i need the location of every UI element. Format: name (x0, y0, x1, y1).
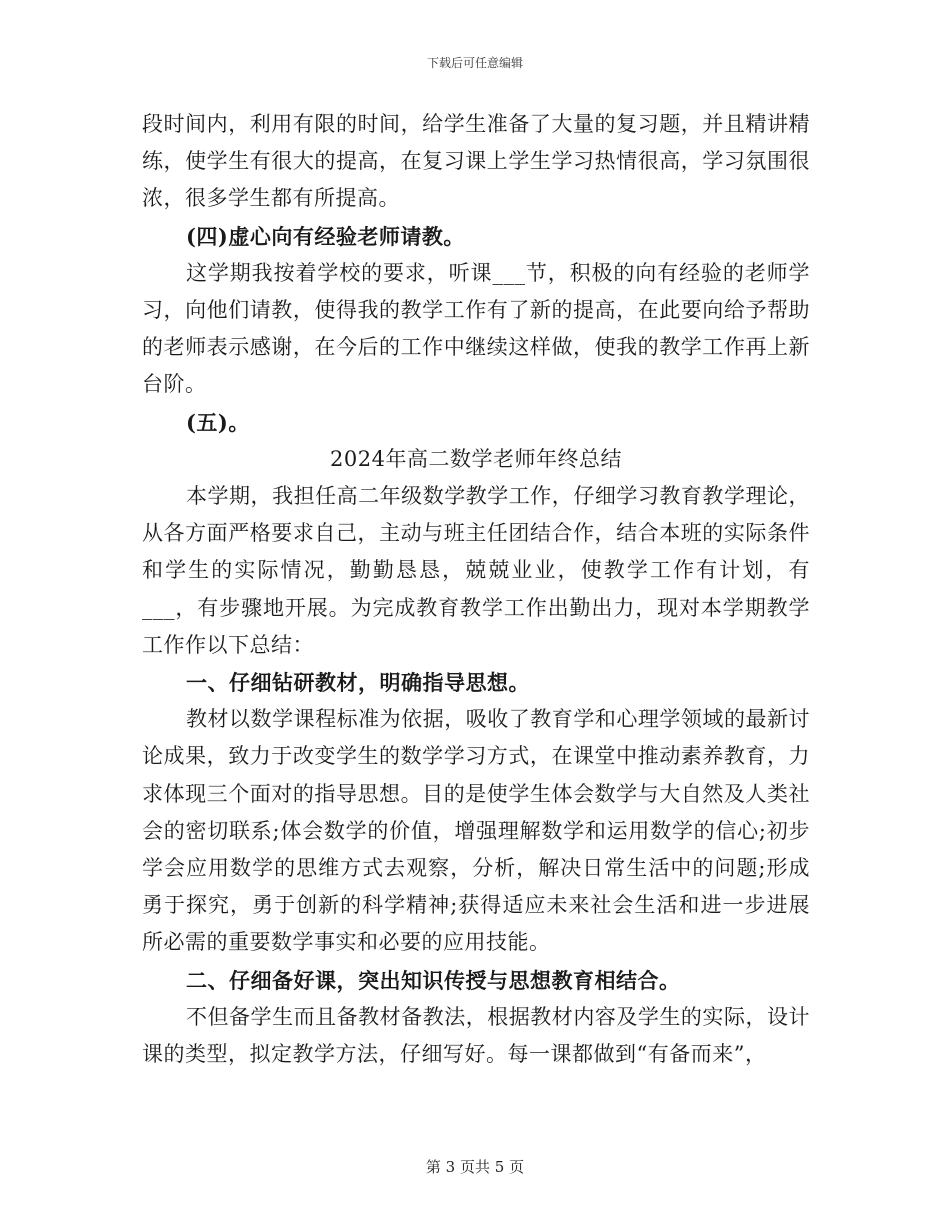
section-heading-4: (四)虚心向有经验老师请教。 (186, 223, 465, 249)
section-heading-2: 二、仔细备好课，突出知识传授与思想教育相结合。 (186, 967, 681, 993)
page-header: 下载后可任意编辑 (426, 56, 523, 70)
document-body (142, 106, 810, 1073)
paragraph-textbook: 教材以数学课程标准为依据，吸收了教育学和心理学领域的最新讨论成果，致力于改变学生的数学学习方式，在课堂中推动素养教育，力求体现三个面对的指导思想。目的是使学生体会数学与大自然及人类社会的密切联系;体会数学的价值，增强理解数学和运用数学的信心;初步学会应用数学的思维方式去观察，分析，解决日常生活中的问题;形成勇于探究，勇于创新的科学精神;获得适应未来社会生活和进一步进展所必需的重要数学事实和必要的应用技能。 (142, 707, 810, 955)
section-heading-5: (五)。 (186, 409, 250, 435)
document-title: 2024年高二数学老师年终总结 (330, 446, 622, 471)
paragraph-intro: 本学期，我担任高二年级数学教学工作，仔细学习教育教学理论，从各方面严格要求自己，主动与班主任团结合作，结合本班的实际条件和学生的实际情况，勤勤恳恳，兢兢业业，使教学工作有计划，有___，有步骤地开展。为完成教育教学工作出勤出力，现对本学期教学工作作以下总结： (142, 484, 810, 657)
paragraph-listen-lessons: 这学期我按着学校的要求，听课___节，积极的向有经验的老师学习，向他们请教，使得我的教学工作有了新的提高，在此要向给予帮助的老师表示感谢，在今后的工作中继续这样做，使我的教学工作再上新台阶。 (142, 260, 810, 397)
paragraph-lesson-prep: 不但备学生而且备教材备教法，根据教材内容及学生的实际，设计课的类型，拟定教学方法，仔细写好。每一课都做到“有备而来”， (142, 1004, 810, 1067)
page-footer: 第 3 页共 5 页 (425, 1158, 525, 1176)
paragraph-continuation: 段时间内，利用有限的时间，给学生准备了大量的复习题，并且精讲精练，使学生有很大的提高，在复习课上学生学习热情很高，学习氛围很浓，很多学生都有所提高。 (142, 112, 810, 211)
section-heading-1: 一、仔细钻研教材，明确指导思想。 (186, 670, 530, 696)
